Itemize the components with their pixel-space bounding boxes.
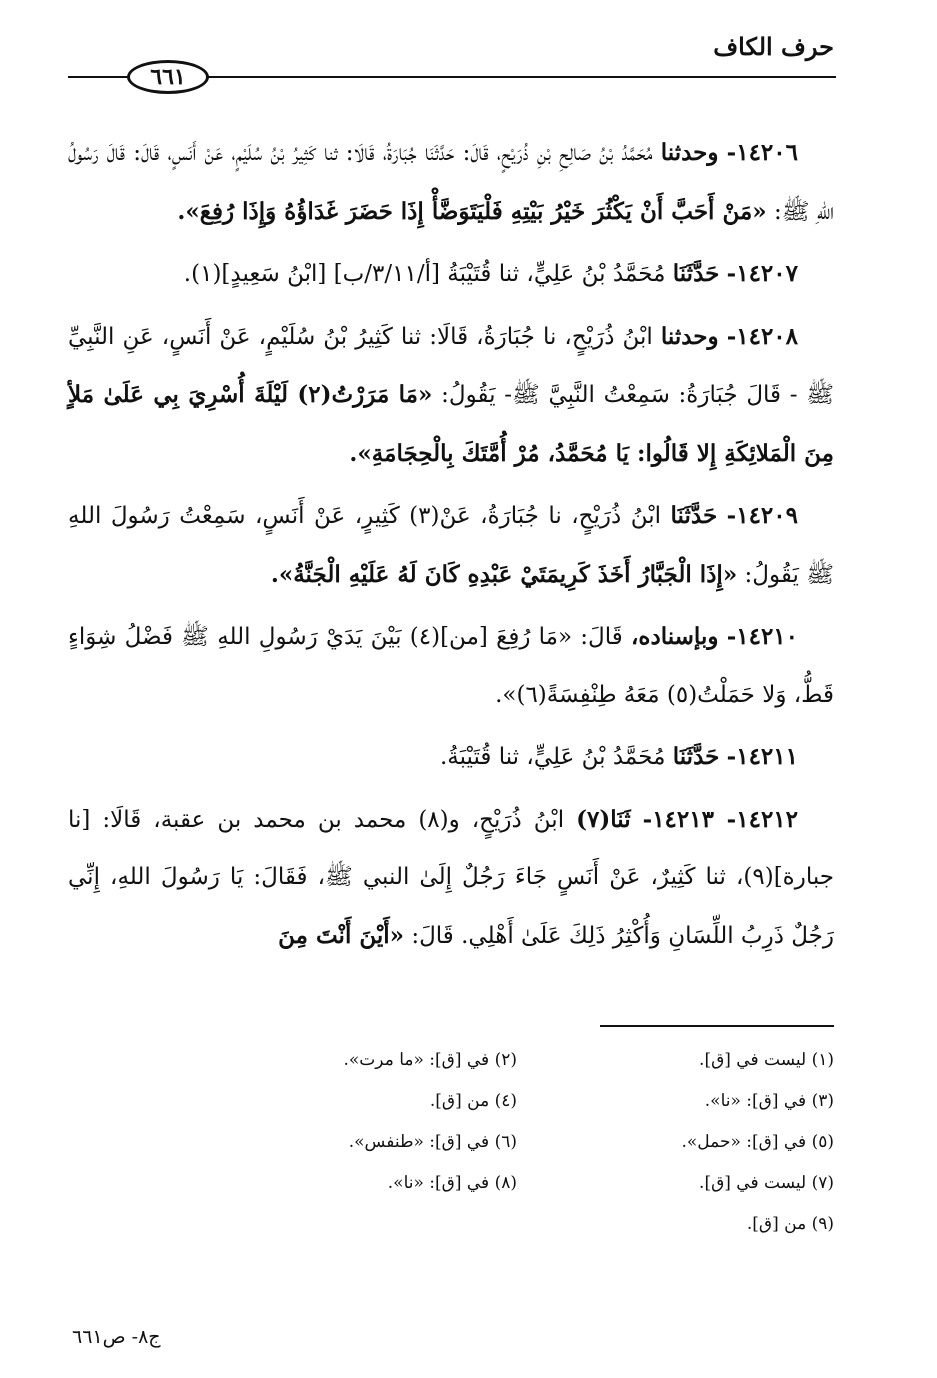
footnote-4: (٤) من [ق].	[429, 1091, 517, 1111]
hadith-text: ابْنُ ذُرَيْحٍ، نا جُبَارَةُ، عَنْ(٣) كَثِيرٍ، عَنْ أَنَسٍ، سَمِعْتُ رَسُولَ اللهِ ﷺ يَقُولُ:	[68, 503, 834, 588]
footnote-3: (٣) في [ق]: «نا».	[704, 1091, 834, 1111]
footnote-6: (٦) في [ق]: «طنفس».	[348, 1132, 517, 1152]
hadith-number: ١٤٢٠٦-	[726, 139, 798, 166]
hadith-number: ١٤٢٠٧-	[726, 260, 798, 287]
hadith-number: ١٤٢١٢- ١٤٢١٣-	[642, 805, 799, 833]
hadith-text: قَالَ: «مَا رُفِعَ [من](٤) بَيْنَ يَدَيْ رَسُولِ اللهِ ﷺ فَضْلُ شِوَاءٍ قَطُّ، وَلا حَمَلْتُ(٥) مَعَهُ طِنْفِسَةً(٦)».	[68, 624, 834, 708]
folio-reference: ج٨- ص٦٦١	[72, 1326, 161, 1348]
hadith-14206	[68, 124, 834, 241]
footnote-5: (٥) في [ق]: «حمل».	[681, 1132, 834, 1152]
footnote-9: (٩) من [ق].	[746, 1214, 834, 1234]
running-header-title: حرف الكاف	[713, 32, 834, 61]
hadith-14212-14213	[68, 791, 834, 966]
footnote-1: (١) ليست في [ق].	[699, 1050, 834, 1070]
hadith-14209	[68, 487, 834, 604]
footnote-2: (٢) في [ق]: «ما مرت».	[343, 1050, 517, 1070]
hadith-14207	[68, 245, 834, 304]
footnote-separator	[600, 1025, 834, 1027]
hadith-text: مُحَمَّدُ بْنُ عَلِيٍّ، ثنا قُتَيْبَةُ [أ/٣/١١/ب] [ابْنُ سَعِيدٍ](١).	[183, 261, 666, 287]
hadith-number: ١٤٢١٠-	[726, 623, 799, 650]
hadith-lead: وبإسناده،	[631, 623, 719, 650]
hadith-14211	[68, 728, 834, 787]
hadith-14210	[68, 608, 834, 724]
hadith-number: ١٤٢٠٨-	[726, 322, 799, 350]
hadith-text: ابْنُ ذُرَيْحٍ، نا جُبَارَةُ، قَالَا: ثنا كَثِيرُ بْنُ سُلَيْمٍ، عَنْ أَنَسٍ، عَنِ النَّبِيِّ ﷺ - قَالَ جُبَارَةُ: سَمِعْتُ النَّبِيَّ ﷺ- يَقُولُ:	[68, 323, 835, 408]
footnote-8: (٨) في [ق]: «نا».	[387, 1173, 517, 1193]
hadith-quote: «مَنْ أَحَبَّ أَنْ يَكْثُرَ خَيْرُ بَيْتِهِ فَلْيَتَوَضَّأْ إِذَا حَضَرَ غَدَاؤُهُ وَإِذَا رُفِعَ».	[177, 197, 767, 225]
hadith-number: ١٤٢١١-	[726, 743, 798, 770]
hadith-lead: ثَنَا(٧)	[576, 805, 631, 833]
page-number-badge: ٦٦١	[127, 60, 209, 94]
hadith-lead: حَدَّثَنَا	[672, 260, 720, 287]
hadith-lead: وحدثنا	[660, 322, 719, 350]
hadith-text: مُحَمَّدُ بْنُ عَلِيٍّ، ثنا قُتَيْبَةُ.	[439, 744, 666, 770]
hadith-quote: «مَا مَرَرْتُ(٢) لَيْلَةَ أُسْرِيَ بِي عَلَىٰ مَلأٍ مِنَ الْمَلائِكَةِ إِلا قَالُوا: يَا مُحَمَّدُ، مُرْ أُمَّتَكَ بِالْحِجَامَةِ».	[68, 381, 834, 467]
hadith-text: مُحَمَّدُ بْنُ صَالِحِ بْنِ ذُرَيْحٍ، قَالَ: حَدَّثَنَا جُبَارَةُ، قَالَا: ثنا كَثِيرُ بْنُ سُلَيْمٍ، عَنْ أَنَسٍ، قَالَ: قَالَ رَسُولُ اللهِ ﷺ:	[68, 140, 834, 225]
footnotes	[230, 1040, 834, 1245]
hadith-lead: وحدثنا	[660, 139, 719, 166]
hadith-number: ١٤٢٠٩-	[726, 502, 798, 529]
hadith-text-body	[68, 124, 834, 965]
hadith-quote: «إِذَا الْجَبَّارُ أَخَذَ كَرِيمَتَيْ عَبْدِهِ كَانَ لَهُ عَلَيْهِ الْجَنَّةُ».	[270, 560, 738, 588]
hadith-quote: «أَيْنَ أَنْتَ مِنَ	[278, 921, 405, 949]
footnote-7: (٧) ليست في [ق].	[699, 1173, 834, 1193]
hadith-text: ابْنُ ذُرَيْحٍ، و(٨) محمد بن محمد بن عقبة، قَالَا: [نا جبارة](٩)، ثنا كَثِيرٌ، عَنْ أَنَسٍ جَاءَ رَجُلٌ إِلَىٰ النبي ﷺ، فَقَالَ: يَا رَسُولَ اللهِ، إِنِّي رَجُلٌ ذَرِبُ اللِّسَانِ وَأُكْثِرُ ذَلِكَ عَلَىٰ أَهْلِي. قَالَ:	[68, 806, 834, 949]
hadith-lead: حَدَّثَنَا	[672, 743, 720, 770]
hadith-14208	[68, 308, 834, 484]
hadith-lead: حَدَّثَنَا	[670, 502, 718, 529]
